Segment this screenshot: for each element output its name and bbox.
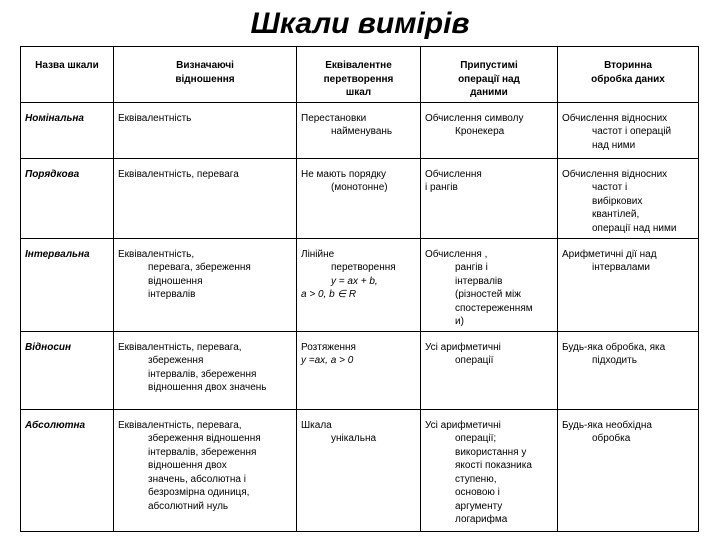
scale-name-cell: Інтервальна (21, 238, 114, 331)
operations-cell: Обчислення символу Кронекера (421, 102, 558, 158)
header-relations: Визначаючі відношення (114, 47, 297, 103)
transform-cell: Шкала унікальна (297, 409, 421, 531)
header-name: Назва шкали (21, 47, 114, 103)
table-row (21, 158, 699, 238)
table-row (21, 331, 699, 409)
table-row (21, 102, 699, 158)
header-processing: Вторинна обробка даних (558, 47, 699, 103)
operations-cell: Усі арифметичні операції; використання у якості показника ступеню, основою і аргументу логарифма (421, 409, 558, 531)
relations-cell: Еквівалентність, перевага, збереження інтервалів, збереження відношення двох значень (114, 331, 297, 409)
scale-name-cell: Порядкова (21, 158, 114, 238)
operations-cell: Усі арифметичні операції (421, 331, 558, 409)
page-title: Шкали вимірів (250, 7, 470, 40)
processing-cell: Арифметичні дії над інтервалами (558, 238, 699, 331)
table-row (21, 409, 699, 531)
processing-cell: Обчислення відносних частот і вибіркових квантілей, операції над ними (558, 158, 699, 238)
relations-cell: Еквівалентність, перевага, збереження відношення інтервалів, збереження відношення двох значень, абсолютна і безрозмірна одиниця, абсолютний нуль (114, 409, 297, 531)
header-transform: Еквівалентне перетворення шкал (297, 47, 421, 103)
processing-cell: Обчислення відносних частот і операцій над ними (558, 102, 699, 158)
header-row (21, 47, 699, 103)
transform-cell: Не мають порядку (монотонне) (297, 158, 421, 238)
header-operations: Припустимі операції над даними (421, 47, 558, 103)
operations-cell: Обчислення , рангів і інтервалів (різностей між спостереженням и) (421, 238, 558, 331)
relations-cell: Еквівалентність (114, 102, 297, 158)
relations-cell: Еквівалентність, перевага (114, 158, 297, 238)
operations-cell: Обчислення і рангів (421, 158, 558, 238)
transform-cell: Перестановки найменувань (297, 102, 421, 158)
transform-cell: Розтяження y =ax, a > 0 (297, 331, 421, 409)
transform-cell: Лінійне перетворення y = ax + b, a > 0, b ∈ R (297, 238, 421, 331)
scale-name-cell: Номінальна (21, 102, 114, 158)
processing-cell: Будь-яка необхідна обробка (558, 409, 699, 531)
processing-cell: Будь-яка обробка, яка підходить (558, 331, 699, 409)
table-row (21, 238, 699, 331)
scales-table (20, 46, 699, 532)
relations-cell: Еквівалентність, перевага, збереження відношення інтервалів (114, 238, 297, 331)
scale-name-cell: Відносин (21, 331, 114, 409)
scale-name-cell: Абсолютна (21, 409, 114, 531)
